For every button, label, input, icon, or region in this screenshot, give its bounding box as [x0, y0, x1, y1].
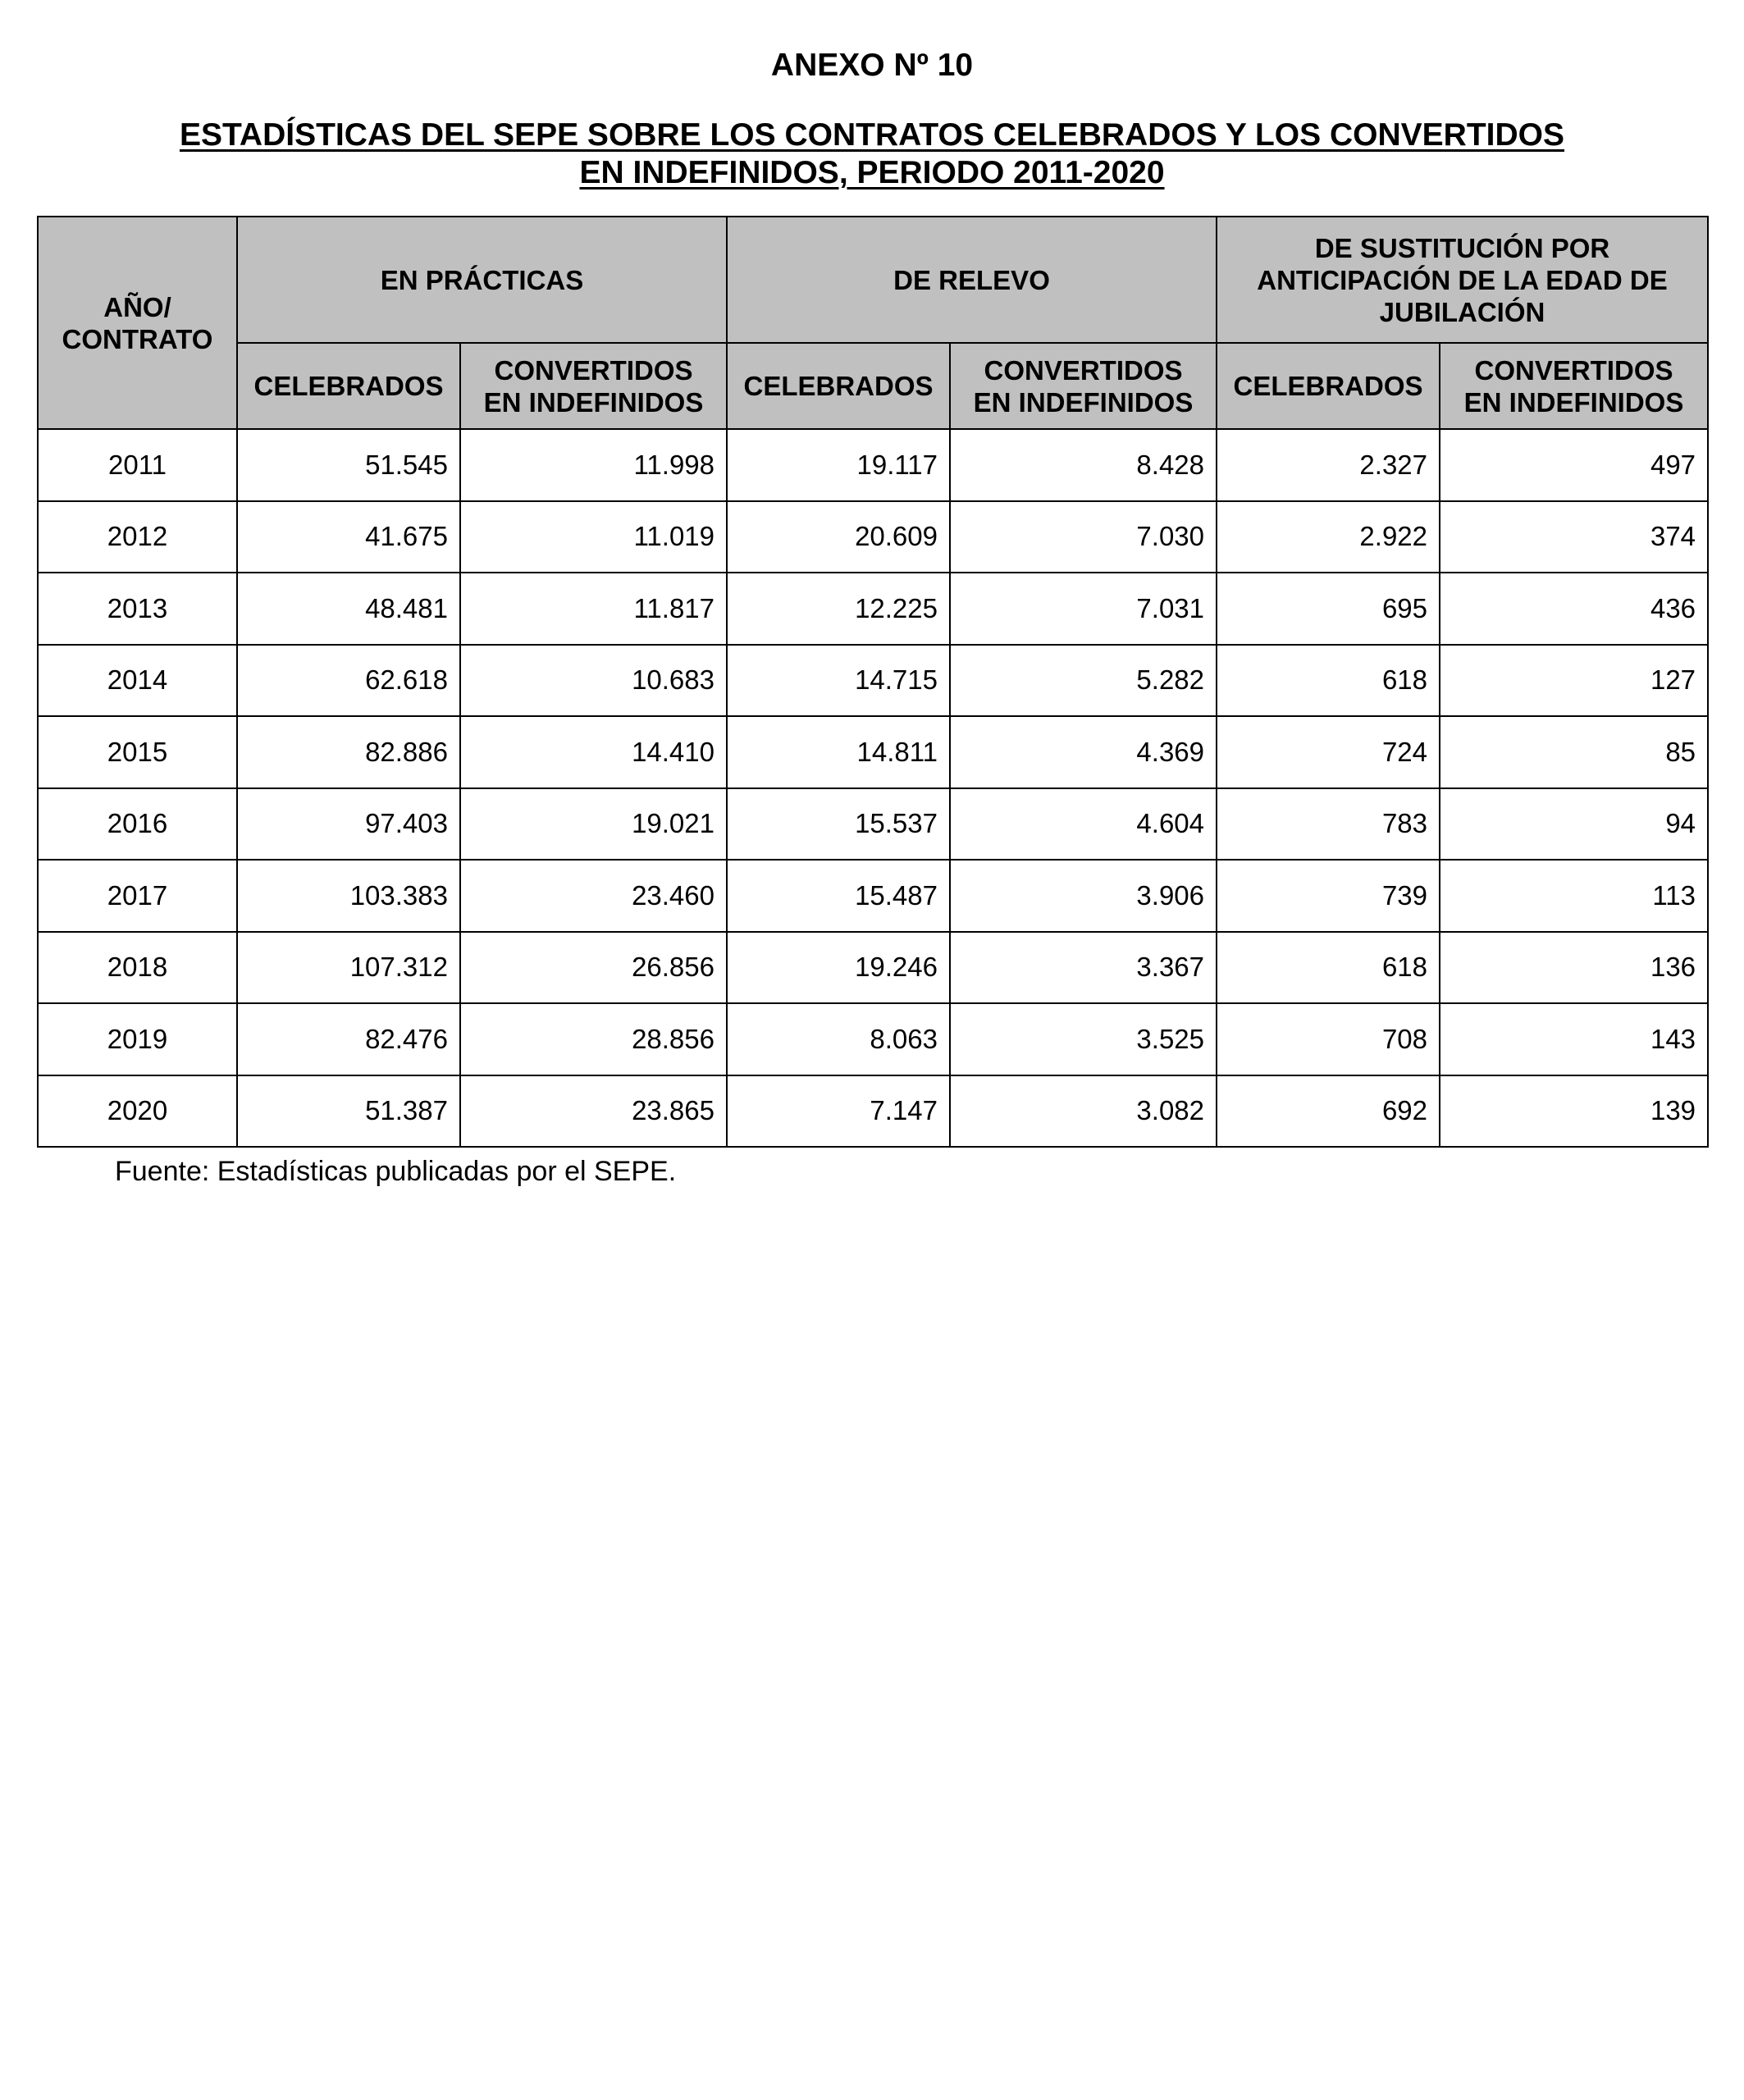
subheader-celebrados: CELEBRADOS: [237, 343, 460, 429]
subheader-convertidos: CONVERTIDOS EN INDEFINIDOS: [1440, 343, 1708, 429]
practicas-celebrados-cell: 103.383: [237, 860, 460, 932]
relevo-celebrados-cell: 7.147: [727, 1075, 950, 1148]
practicas-convertidos-cell: 14.410: [460, 716, 727, 788]
table-row: [38, 645, 1708, 717]
sustitucion-celebrados-cell: 2.922: [1217, 501, 1440, 573]
practicas-celebrados-cell: 51.387: [237, 1075, 460, 1148]
practicas-celebrados-cell: 62.618: [237, 645, 460, 717]
annex-title: ANEXO Nº 10: [770, 48, 974, 83]
relevo-celebrados-cell: 15.537: [727, 788, 950, 861]
sustitucion-celebrados-cell: 783: [1217, 788, 1440, 861]
practicas-convertidos-cell: 26.856: [460, 932, 727, 1004]
relevo-convertidos-cell: 3.906: [950, 860, 1217, 932]
group-header-sustitucion: DE SUSTITUCIÓN POR ANTICIPACIÓN DE LA EDAD DE JUBILACIÓN: [1217, 217, 1708, 343]
group-header-practicas: EN PRÁCTICAS: [237, 217, 727, 343]
subheader-convertidos: CONVERTIDOS EN INDEFINIDOS: [460, 343, 727, 429]
sustitucion-celebrados-cell: 618: [1217, 645, 1440, 717]
sustitucion-convertidos-cell: 139: [1440, 1075, 1708, 1148]
year-cell: 2017: [38, 860, 237, 932]
subheader-celebrados: CELEBRADOS: [1217, 343, 1440, 429]
year-cell: 2014: [38, 645, 237, 717]
practicas-convertidos-cell: 11.817: [460, 573, 727, 645]
practicas-celebrados-cell: 51.545: [237, 429, 460, 501]
practicas-convertidos-cell: 19.021: [460, 788, 727, 861]
practicas-convertidos-cell: 11.019: [460, 501, 727, 573]
relevo-convertidos-cell: 4.604: [950, 788, 1217, 861]
table-row: [38, 788, 1708, 861]
table-row: [38, 501, 1708, 573]
relevo-convertidos-cell: 7.030: [950, 501, 1217, 573]
sustitucion-convertidos-cell: 497: [1440, 429, 1708, 501]
sustitucion-celebrados-cell: 739: [1217, 860, 1440, 932]
sustitucion-convertidos-cell: 113: [1440, 860, 1708, 932]
relevo-celebrados-cell: 15.487: [727, 860, 950, 932]
practicas-convertidos-cell: 11.998: [460, 429, 727, 501]
source-note: Fuente: Estadísticas publicadas por el SEPE.: [115, 1156, 677, 1187]
practicas-celebrados-cell: 107.312: [237, 932, 460, 1004]
relevo-celebrados-cell: 20.609: [727, 501, 950, 573]
document-title: [82, 116, 1662, 192]
relevo-convertidos-cell: 7.031: [950, 573, 1217, 645]
table-row: [38, 860, 1708, 932]
practicas-convertidos-cell: 28.856: [460, 1003, 727, 1075]
table-row: [38, 716, 1708, 788]
sustitucion-convertidos-cell: 136: [1440, 932, 1708, 1004]
relevo-convertidos-cell: 8.428: [950, 429, 1217, 501]
practicas-convertidos-cell: 23.460: [460, 860, 727, 932]
sustitucion-celebrados-cell: 692: [1217, 1075, 1440, 1148]
table-row: [38, 1075, 1708, 1148]
relevo-celebrados-cell: 14.811: [727, 716, 950, 788]
practicas-celebrados-cell: 48.481: [237, 573, 460, 645]
sustitucion-celebrados-cell: 724: [1217, 716, 1440, 788]
relevo-celebrados-cell: 8.063: [727, 1003, 950, 1075]
practicas-celebrados-cell: 97.403: [237, 788, 460, 861]
year-cell: 2016: [38, 788, 237, 861]
relevo-celebrados-cell: 14.715: [727, 645, 950, 717]
sustitucion-celebrados-cell: 618: [1217, 932, 1440, 1004]
subheader-celebrados: CELEBRADOS: [727, 343, 950, 429]
group-header-relevo: DE RELEVO: [727, 217, 1217, 343]
relevo-convertidos-cell: 4.369: [950, 716, 1217, 788]
practicas-celebrados-cell: 41.675: [237, 501, 460, 573]
sustitucion-convertidos-cell: 94: [1440, 788, 1708, 861]
year-cell: 2015: [38, 716, 237, 788]
practicas-celebrados-cell: 82.886: [237, 716, 460, 788]
practicas-convertidos-cell: 23.865: [460, 1075, 727, 1148]
sustitucion-celebrados-cell: 708: [1217, 1003, 1440, 1075]
year-cell: 2019: [38, 1003, 237, 1075]
subheader-convertidos: CONVERTIDOS EN INDEFINIDOS: [950, 343, 1217, 429]
sustitucion-celebrados-cell: 2.327: [1217, 429, 1440, 501]
table-row: [38, 573, 1708, 645]
sustitucion-convertidos-cell: 85: [1440, 716, 1708, 788]
relevo-convertidos-cell: 3.525: [950, 1003, 1217, 1075]
document-title-line2: EN INDEFINIDOS, PERIODO 2011-2020: [579, 155, 1165, 190]
table-row: [38, 1003, 1708, 1075]
document-title-line1: ESTADÍSTICAS DEL SEPE SOBRE LOS CONTRATOS CELEBRADOS Y LOS CONVERTIDOS: [179, 117, 1565, 153]
sustitucion-celebrados-cell: 695: [1217, 573, 1440, 645]
relevo-celebrados-cell: 19.117: [727, 429, 950, 501]
relevo-celebrados-cell: 12.225: [727, 573, 950, 645]
relevo-convertidos-cell: 5.282: [950, 645, 1217, 717]
year-cell: 2012: [38, 501, 237, 573]
year-cell: 2011: [38, 429, 237, 501]
header-row-groups: [38, 217, 1708, 343]
year-cell: 2018: [38, 932, 237, 1004]
header-row-subcolumns: [38, 343, 1708, 429]
sustitucion-convertidos-cell: 143: [1440, 1003, 1708, 1075]
relevo-celebrados-cell: 19.246: [727, 932, 950, 1004]
table-row: [38, 932, 1708, 1004]
table-row: [38, 429, 1708, 501]
year-cell: 2013: [38, 573, 237, 645]
relevo-convertidos-cell: 3.082: [950, 1075, 1217, 1148]
practicas-celebrados-cell: 82.476: [237, 1003, 460, 1075]
year-cell: 2020: [38, 1075, 237, 1148]
practicas-convertidos-cell: 10.683: [460, 645, 727, 717]
contracts-statistics-table: [37, 216, 1709, 1148]
relevo-convertidos-cell: 3.367: [950, 932, 1217, 1004]
sustitucion-convertidos-cell: 436: [1440, 573, 1708, 645]
sustitucion-convertidos-cell: 374: [1440, 501, 1708, 573]
year-contract-header: AÑO/ CONTRATO: [38, 217, 237, 429]
sustitucion-convertidos-cell: 127: [1440, 645, 1708, 717]
